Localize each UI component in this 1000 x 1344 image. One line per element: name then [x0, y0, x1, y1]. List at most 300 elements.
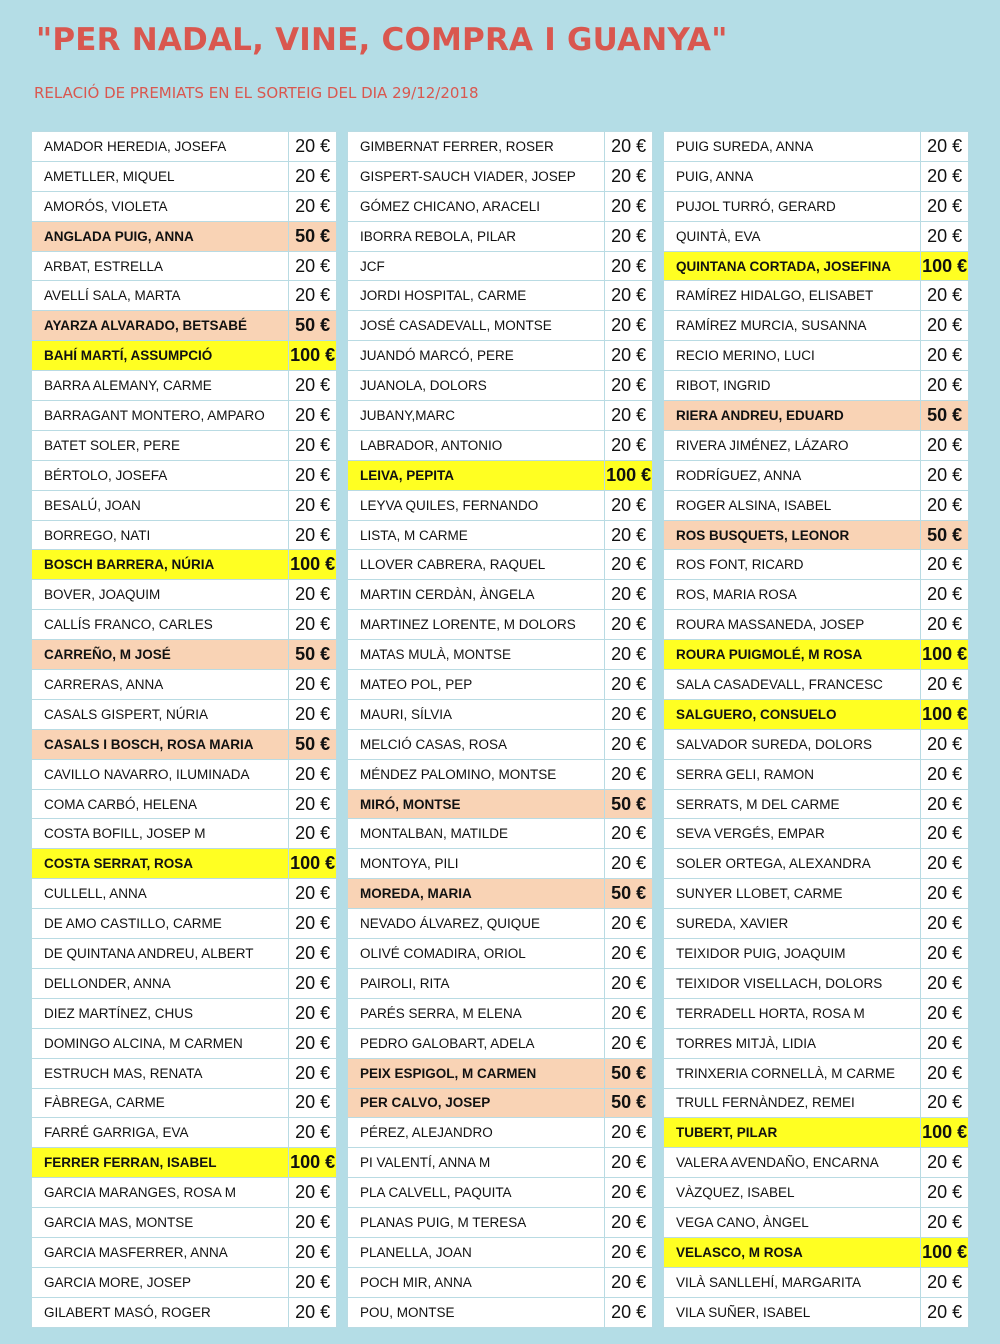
winner-row — [664, 1148, 969, 1178]
winner-name: SOLER ORTEGA, ALEXANDRA — [664, 849, 921, 879]
prize-amount: 20 € — [605, 909, 653, 939]
winner-row — [664, 1237, 969, 1267]
prize-amount: 20 € — [921, 490, 969, 520]
prize-amount: 20 € — [921, 221, 969, 251]
winner-row — [664, 251, 969, 281]
winner-name: SALVADOR SUREDA, DOLORS — [664, 729, 921, 759]
winner-name: PLA CALVELL, PAQUITA — [348, 1178, 605, 1208]
winner-name: QUINTANA CORTADA, JOSEFINA — [664, 251, 921, 281]
prize-amount: 20 € — [289, 1028, 337, 1058]
winner-name: SALA CASADEVALL, FRANCESC — [664, 670, 921, 700]
winner-name: GILABERT MASÓ, ROGER — [32, 1297, 289, 1327]
prize-amount: 20 € — [605, 430, 653, 460]
winner-name: TEIXIDOR VISELLACH, DOLORS — [664, 968, 921, 998]
winner-name: PUJOL TURRÓ, GERARD — [664, 191, 921, 221]
winner-name: DE QUINTANA ANDREU, ALBERT — [32, 939, 289, 969]
winner-name: ROGER ALSINA, ISABEL — [664, 490, 921, 520]
winner-name: JCF — [348, 251, 605, 281]
winner-row — [32, 1148, 337, 1178]
prize-amount: 50 € — [289, 640, 337, 670]
winner-name: GISPERT-SAUCH VIADER, JOSEP — [348, 161, 605, 191]
winner-name: AMADOR HEREDIA, JOSEFA — [32, 132, 289, 162]
winner-row — [348, 1088, 653, 1118]
prize-amount: 20 € — [605, 1297, 653, 1327]
winner-name: PUIG, ANNA — [664, 161, 921, 191]
winner-row — [664, 1118, 969, 1148]
winner-row — [664, 1088, 969, 1118]
winner-name: RIBOT, INGRID — [664, 371, 921, 401]
winner-name: BAHÍ MARTÍ, ASSUMPCIÓ — [32, 341, 289, 371]
winner-row — [348, 610, 653, 640]
winner-name: NEVADO ÁLVAREZ, QUIQUE — [348, 909, 605, 939]
winner-name: SUNYER LLOBET, CARME — [664, 879, 921, 909]
prize-amount: 20 € — [921, 879, 969, 909]
prize-amount: 20 € — [921, 909, 969, 939]
prize-amount: 20 € — [289, 580, 337, 610]
winner-row — [348, 1058, 653, 1088]
winner-name: FERRER FERRAN, ISABEL — [32, 1148, 289, 1178]
prize-amount: 20 € — [605, 251, 653, 281]
prize-amount: 100 € — [921, 1237, 969, 1267]
winner-name: PI VALENTÍ, ANNA M — [348, 1148, 605, 1178]
winner-name: IBORRA REBOLA, PILAR — [348, 221, 605, 251]
winner-row — [664, 311, 969, 341]
winner-name: BARRAGANT MONTERO, AMPARO — [32, 401, 289, 431]
prize-amount: 20 € — [921, 311, 969, 341]
prize-amount: 20 € — [605, 640, 653, 670]
winner-name: BOVER, JOAQUIM — [32, 580, 289, 610]
winner-name: VÀZQUEZ, ISABEL — [664, 1178, 921, 1208]
winner-row — [32, 729, 337, 759]
winner-name: RAMÍREZ HIDALGO, ELISABET — [664, 281, 921, 311]
prize-amount: 20 € — [921, 759, 969, 789]
winner-row — [664, 132, 969, 162]
winner-name: MARTINEZ LORENTE, M DOLORS — [348, 610, 605, 640]
winner-row — [32, 998, 337, 1028]
winner-name: RAMÍREZ MURCIA, SUSANNA — [664, 311, 921, 341]
winner-name: CASALS I BOSCH, ROSA MARIA — [32, 729, 289, 759]
prize-amount: 20 € — [921, 460, 969, 490]
prize-amount: 20 € — [289, 460, 337, 490]
winner-row — [32, 430, 337, 460]
winner-name: JUBANY,MARC — [348, 401, 605, 431]
winner-name: MAURI, SÍLVIA — [348, 699, 605, 729]
prize-amount: 20 € — [921, 819, 969, 849]
winner-name: PAIROLI, RITA — [348, 968, 605, 998]
winner-row — [32, 580, 337, 610]
prize-amount: 20 € — [605, 520, 653, 550]
winner-name: ANGLADA PUIG, ANNA — [32, 221, 289, 251]
winner-row — [348, 1297, 653, 1327]
winner-name: MONTOYA, PILI — [348, 849, 605, 879]
prize-amount: 20 € — [921, 191, 969, 221]
winner-row — [664, 1058, 969, 1088]
winner-row — [664, 580, 969, 610]
winner-row — [348, 759, 653, 789]
winner-row — [348, 939, 653, 969]
prize-amount: 20 € — [289, 909, 337, 939]
prize-amount: 20 € — [921, 341, 969, 371]
winner-name: ROURA PUIGMOLÉ, M ROSA — [664, 640, 921, 670]
prize-amount: 20 € — [289, 401, 337, 431]
winner-row — [664, 281, 969, 311]
prize-amount: 20 € — [921, 371, 969, 401]
winner-name: JORDI HOSPITAL, CARME — [348, 281, 605, 311]
winner-name: CARREÑO, M JOSÉ — [32, 640, 289, 670]
winner-row — [664, 998, 969, 1028]
prize-amount: 20 € — [605, 490, 653, 520]
prize-amount: 20 € — [605, 1208, 653, 1238]
prize-amount: 20 € — [605, 1267, 653, 1297]
winner-row — [348, 430, 653, 460]
prize-amount: 100 € — [921, 1118, 969, 1148]
winner-name: LLOVER CABRERA, RAQUEL — [348, 550, 605, 580]
winner-row — [32, 191, 337, 221]
winner-name: GARCIA MAS, MONTSE — [32, 1208, 289, 1238]
prize-amount: 50 € — [605, 879, 653, 909]
winner-name: ROS FONT, RICARD — [664, 550, 921, 580]
winner-row — [664, 909, 969, 939]
winner-row — [664, 610, 969, 640]
winner-name: GARCIA MORE, JOSEP — [32, 1267, 289, 1297]
prize-amount: 100 € — [289, 550, 337, 580]
winner-row — [32, 490, 337, 520]
winner-row — [348, 729, 653, 759]
winner-name: ARBAT, ESTRELLA — [32, 251, 289, 281]
winner-row — [348, 221, 653, 251]
prize-amount: 20 € — [921, 998, 969, 1028]
winner-row — [348, 132, 653, 162]
winner-row — [348, 968, 653, 998]
winner-row — [348, 371, 653, 401]
prize-amount: 20 € — [605, 670, 653, 700]
winner-row — [664, 939, 969, 969]
prize-amount: 20 € — [289, 161, 337, 191]
winner-name: POU, MONTSE — [348, 1297, 605, 1327]
winner-row — [664, 670, 969, 700]
winner-name: ROS, MARIA ROSA — [664, 580, 921, 610]
winner-row — [664, 1028, 969, 1058]
winner-row — [348, 460, 653, 490]
winner-row — [348, 520, 653, 550]
page-subtitle: RELACIÓ DE PREMIATS EN EL SORTEIG DEL DIA 29/12/2018 — [34, 84, 479, 102]
prize-amount: 20 € — [289, 1237, 337, 1267]
winner-row — [32, 460, 337, 490]
prize-amount: 20 € — [921, 968, 969, 998]
winner-row — [664, 191, 969, 221]
winner-row — [664, 371, 969, 401]
prize-amount: 100 € — [289, 341, 337, 371]
winner-row — [664, 789, 969, 819]
winner-name: TERRADELL HORTA, ROSA M — [664, 998, 921, 1028]
prize-amount: 20 € — [289, 759, 337, 789]
winner-name: TRULL FERNÀNDEZ, REMEI — [664, 1088, 921, 1118]
winner-row — [348, 580, 653, 610]
winner-name: OLIVÉ COMADIRA, ORIOL — [348, 939, 605, 969]
prize-amount: 20 € — [289, 670, 337, 700]
winner-name: PLANELLA, JOAN — [348, 1237, 605, 1267]
winner-row — [664, 161, 969, 191]
winner-row — [348, 311, 653, 341]
prize-amount: 20 € — [921, 1028, 969, 1058]
winner-name: VALERA AVENDAÑO, ENCARNA — [664, 1148, 921, 1178]
winner-name: MATAS MULÀ, MONTSE — [348, 640, 605, 670]
prize-amount: 100 € — [921, 251, 969, 281]
winner-row — [348, 1148, 653, 1178]
winner-name: MATEO POL, PEP — [348, 670, 605, 700]
winner-name: MARTIN CERDÀN, ÀNGELA — [348, 580, 605, 610]
prize-amount: 20 € — [289, 968, 337, 998]
prize-amount: 20 € — [921, 430, 969, 460]
prize-amount: 20 € — [921, 132, 969, 162]
winner-name: JOSÉ CASADEVALL, MONTSE — [348, 311, 605, 341]
winner-name: BESALÚ, JOAN — [32, 490, 289, 520]
winner-name: GARCIA MARANGES, ROSA M — [32, 1178, 289, 1208]
winner-name: SALGUERO, CONSUELO — [664, 699, 921, 729]
winner-row — [32, 161, 337, 191]
winner-name: PEIX ESPIGOL, M CARMEN — [348, 1058, 605, 1088]
winner-name: TRINXERIA CORNELLÀ, M CARME — [664, 1058, 921, 1088]
winner-row — [664, 759, 969, 789]
winner-row — [664, 550, 969, 580]
prize-amount: 20 € — [605, 580, 653, 610]
prize-amount: 20 € — [605, 281, 653, 311]
winner-name: CASALS GISPERT, NÚRIA — [32, 699, 289, 729]
prize-amount: 20 € — [605, 311, 653, 341]
winner-name: RODRÍGUEZ, ANNA — [664, 460, 921, 490]
prize-amount: 20 € — [921, 849, 969, 879]
winner-name: SUREDA, XAVIER — [664, 909, 921, 939]
prize-amount: 20 € — [605, 161, 653, 191]
winner-name: LEYVA QUILES, FERNANDO — [348, 490, 605, 520]
prize-amount: 20 € — [605, 939, 653, 969]
prize-amount: 20 € — [289, 1088, 337, 1118]
winner-row — [664, 729, 969, 759]
prize-amount: 20 € — [289, 251, 337, 281]
winner-row — [664, 1297, 969, 1327]
prize-amount: 20 € — [605, 371, 653, 401]
winner-row — [664, 849, 969, 879]
winner-row — [348, 789, 653, 819]
winner-name: MELCIÓ CASAS, ROSA — [348, 729, 605, 759]
prize-amount: 20 € — [921, 939, 969, 969]
winner-name: BOSCH BARRERA, NÚRIA — [32, 550, 289, 580]
winner-name: BATET SOLER, PERE — [32, 430, 289, 460]
winner-row — [348, 341, 653, 371]
winner-name: LEIVA, PEPITA — [348, 460, 605, 490]
winner-row — [32, 939, 337, 969]
prize-amount: 50 € — [289, 729, 337, 759]
prize-amount: 20 € — [605, 401, 653, 431]
prize-amount: 20 € — [605, 998, 653, 1028]
winner-name: TUBERT, PILAR — [664, 1118, 921, 1148]
winner-name: AYARZA ALVARADO, BETSABÉ — [32, 311, 289, 341]
winner-row — [664, 401, 969, 431]
winner-name: PER CALVO, JOSEP — [348, 1088, 605, 1118]
winner-name: PUIG SUREDA, ANNA — [664, 132, 921, 162]
winner-row — [664, 221, 969, 251]
winner-row — [664, 1208, 969, 1238]
winner-name: SERRATS, M DEL CARME — [664, 789, 921, 819]
winner-name: VILA SUÑER, ISABEL — [664, 1297, 921, 1327]
winners-table-column-2 — [347, 131, 653, 1328]
winner-row — [32, 670, 337, 700]
prize-amount: 100 € — [289, 1148, 337, 1178]
winner-name: COMA CARBÓ, HELENA — [32, 789, 289, 819]
winner-name: BÉRTOLO, JOSEFA — [32, 460, 289, 490]
winner-row — [348, 1178, 653, 1208]
winner-row — [664, 430, 969, 460]
winner-name: LABRADOR, ANTONIO — [348, 430, 605, 460]
prize-amount: 50 € — [921, 401, 969, 431]
winner-row — [348, 879, 653, 909]
winner-name: CARRERAS, ANNA — [32, 670, 289, 700]
prize-amount: 20 € — [289, 879, 337, 909]
winner-row — [32, 909, 337, 939]
prize-amount: 20 € — [289, 1208, 337, 1238]
winner-name: ROURA MASSANEDA, JOSEP — [664, 610, 921, 640]
winner-name: ROS BUSQUETS, LEONOR — [664, 520, 921, 550]
winner-row — [348, 281, 653, 311]
winner-row — [32, 1028, 337, 1058]
winner-name: QUINTÀ, EVA — [664, 221, 921, 251]
prize-amount: 20 € — [289, 430, 337, 460]
winner-name: AMETLLER, MIQUEL — [32, 161, 289, 191]
prize-amount: 20 € — [605, 968, 653, 998]
winner-row — [32, 341, 337, 371]
winner-name: GIMBERNAT FERRER, ROSER — [348, 132, 605, 162]
winner-row — [32, 251, 337, 281]
winner-row — [348, 998, 653, 1028]
winner-row — [348, 819, 653, 849]
prize-amount: 20 € — [605, 610, 653, 640]
winner-name: VEGA CANO, ÀNGEL — [664, 1208, 921, 1238]
winner-name: COSTA SERRAT, ROSA — [32, 849, 289, 879]
winner-row — [32, 610, 337, 640]
prize-amount: 20 € — [289, 998, 337, 1028]
winner-name: BORREGO, NATI — [32, 520, 289, 550]
winner-row — [32, 699, 337, 729]
prize-amount: 20 € — [289, 939, 337, 969]
winner-row — [348, 251, 653, 281]
winner-row — [32, 1118, 337, 1148]
winner-name: MOREDA, MARIA — [348, 879, 605, 909]
prize-amount: 20 € — [289, 520, 337, 550]
prize-amount: 20 € — [289, 1267, 337, 1297]
prize-amount: 20 € — [605, 1148, 653, 1178]
winner-row — [32, 371, 337, 401]
winner-name: PLANAS PUIG, M TERESA — [348, 1208, 605, 1238]
winner-row — [664, 1267, 969, 1297]
winner-name: CULLELL, ANNA — [32, 879, 289, 909]
winner-row — [32, 221, 337, 251]
prize-amount: 20 € — [605, 699, 653, 729]
winner-name: PÉREZ, ALEJANDRO — [348, 1118, 605, 1148]
prize-amount: 20 € — [605, 1028, 653, 1058]
prize-amount: 20 € — [921, 1058, 969, 1088]
winner-row — [32, 401, 337, 431]
winner-name: MONTALBAN, MATILDE — [348, 819, 605, 849]
winner-name: VILÀ SANLLEHÍ, MARGARITA — [664, 1267, 921, 1297]
prize-amount: 20 € — [605, 1118, 653, 1148]
winner-name: COSTA BOFILL, JOSEP M — [32, 819, 289, 849]
prize-amount: 20 € — [921, 1088, 969, 1118]
winner-row — [664, 341, 969, 371]
prize-amount: 20 € — [289, 789, 337, 819]
winner-row — [664, 520, 969, 550]
prize-amount: 20 € — [289, 1118, 337, 1148]
winner-row — [348, 1267, 653, 1297]
prize-amount: 20 € — [289, 819, 337, 849]
prize-amount: 50 € — [289, 221, 337, 251]
winner-name: RECIO MERINO, LUCI — [664, 341, 921, 371]
winner-name: GÓMEZ CHICANO, ARACELI — [348, 191, 605, 221]
winner-row — [32, 640, 337, 670]
winner-name: DOMINGO ALCINA, M CARMEN — [32, 1028, 289, 1058]
winner-row — [32, 1237, 337, 1267]
winner-name: DIEZ MARTÍNEZ, CHUS — [32, 998, 289, 1028]
prize-amount: 50 € — [289, 311, 337, 341]
winner-row — [664, 699, 969, 729]
prize-amount: 20 € — [605, 849, 653, 879]
winner-row — [32, 1267, 337, 1297]
winner-row — [348, 401, 653, 431]
winner-row — [348, 849, 653, 879]
winner-row — [348, 909, 653, 939]
prize-amount: 20 € — [605, 221, 653, 251]
prize-amount: 20 € — [921, 729, 969, 759]
winner-row — [32, 1297, 337, 1327]
prize-amount: 100 € — [921, 699, 969, 729]
winner-name: FÀBREGA, CARME — [32, 1088, 289, 1118]
winner-name: BARRA ALEMANY, CARME — [32, 371, 289, 401]
prize-amount: 20 € — [289, 610, 337, 640]
winner-name: SERRA GELI, RAMON — [664, 759, 921, 789]
winner-row — [32, 789, 337, 819]
winner-name: MIRÓ, MONTSE — [348, 789, 605, 819]
winner-name: AMORÓS, VIOLETA — [32, 191, 289, 221]
winner-row — [32, 759, 337, 789]
prize-amount: 20 € — [921, 1297, 969, 1327]
winner-row — [664, 879, 969, 909]
prize-amount: 20 € — [605, 1237, 653, 1267]
winner-row — [348, 1208, 653, 1238]
winner-name: FARRÉ GARRIGA, EVA — [32, 1118, 289, 1148]
prize-amount: 100 € — [605, 460, 653, 490]
winner-row — [348, 1118, 653, 1148]
prize-amount: 20 € — [921, 1267, 969, 1297]
winner-name: CALLÍS FRANCO, CARLES — [32, 610, 289, 640]
winner-name: RIVERA JIMÉNEZ, LÁZARO — [664, 430, 921, 460]
prize-amount: 20 € — [921, 550, 969, 580]
prize-amount: 20 € — [289, 490, 337, 520]
winner-row — [348, 1028, 653, 1058]
winner-row — [348, 640, 653, 670]
winner-name: DE AMO CASTILLO, CARME — [32, 909, 289, 939]
winner-row — [348, 550, 653, 580]
winner-row — [348, 490, 653, 520]
prize-amount: 50 € — [605, 1088, 653, 1118]
winners-table-column-1 — [31, 131, 337, 1328]
prize-amount: 20 € — [921, 1148, 969, 1178]
winner-row — [32, 520, 337, 550]
winner-row — [32, 550, 337, 580]
prize-amount: 20 € — [289, 281, 337, 311]
prize-amount: 20 € — [605, 550, 653, 580]
winner-name: RIERA ANDREU, EDUARD — [664, 401, 921, 431]
winner-name: JUANOLA, DOLORS — [348, 371, 605, 401]
prize-amount: 20 € — [289, 371, 337, 401]
